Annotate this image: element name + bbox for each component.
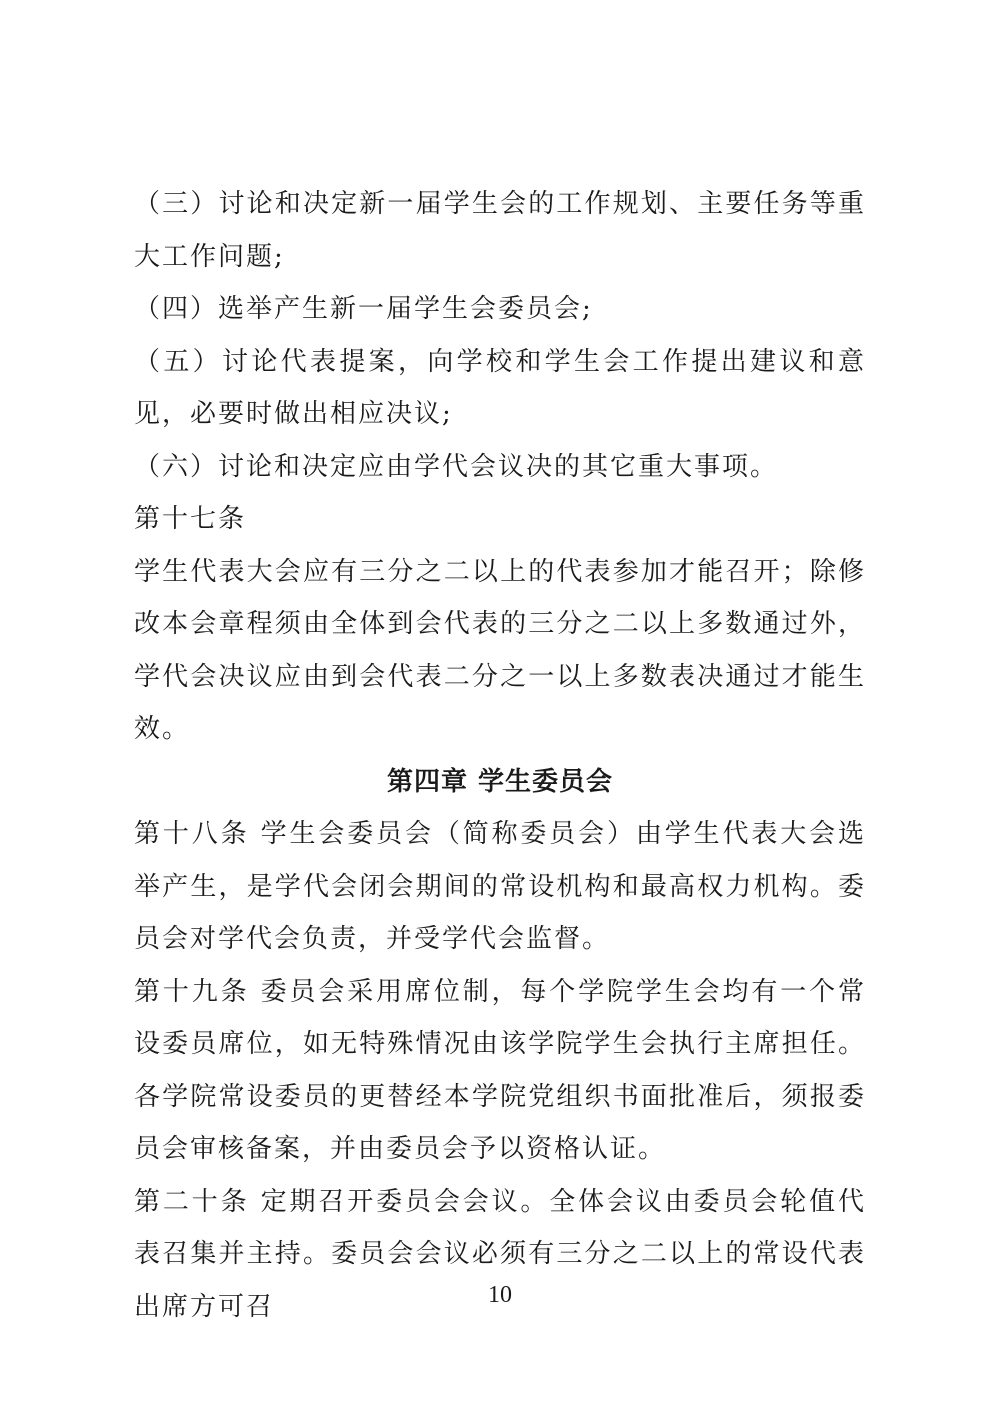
article-18: 第十八条 学生会委员会（简称委员会）由学生代表大会选举产生，是学代会闭会期间的常设机构和最高权力机构。委员会对学代会负责，并受学代会监督。 bbox=[134, 819, 866, 954]
page-number: 10 bbox=[488, 1282, 512, 1308]
clause-3: （三）讨论和决定新一届学生会的工作规划、主要任务等重大工作问题; bbox=[134, 189, 866, 272]
clause-6: （六）讨论和决定应由学代会议决的其它重大事项。 bbox=[134, 451, 779, 482]
clause-5: （五）讨论代表提案，向学校和学生会工作提出建议和意见，必要时做出相应决议; bbox=[134, 346, 866, 429]
chapter-title: 第四章 学生委员会 bbox=[386, 766, 614, 797]
document-body bbox=[134, 178, 866, 1333]
article-17-text: 学生代表大会应有三分之二以上的代表参加才能召开；除修改本会章程须由全体到会代表的三分之二以上多数通过外，学代会决议应由到会代表二分之一以上多数表决通过才能生效。 bbox=[134, 556, 866, 744]
article-20: 第二十条 定期召开委员会会议。全体会议由委员会轮值代表召集并主持。委员会会议必须有三分之二以上的常设代表出席方可召 bbox=[134, 1186, 866, 1322]
clause-4: （四）选举产生新一届学生会委员会; bbox=[134, 294, 593, 324]
article-17-heading: 第十七条 bbox=[134, 504, 247, 534]
article-19: 第十九条 委员会采用席位制，每个学院学生会均有一个常设委员席位，如无特殊情况由该学院学生会执行主席担任。各学院常设委员的更替经本学院党组织书面批准后，须报委员会审核备案，并由委员会予以资格认证。 bbox=[134, 976, 866, 1164]
